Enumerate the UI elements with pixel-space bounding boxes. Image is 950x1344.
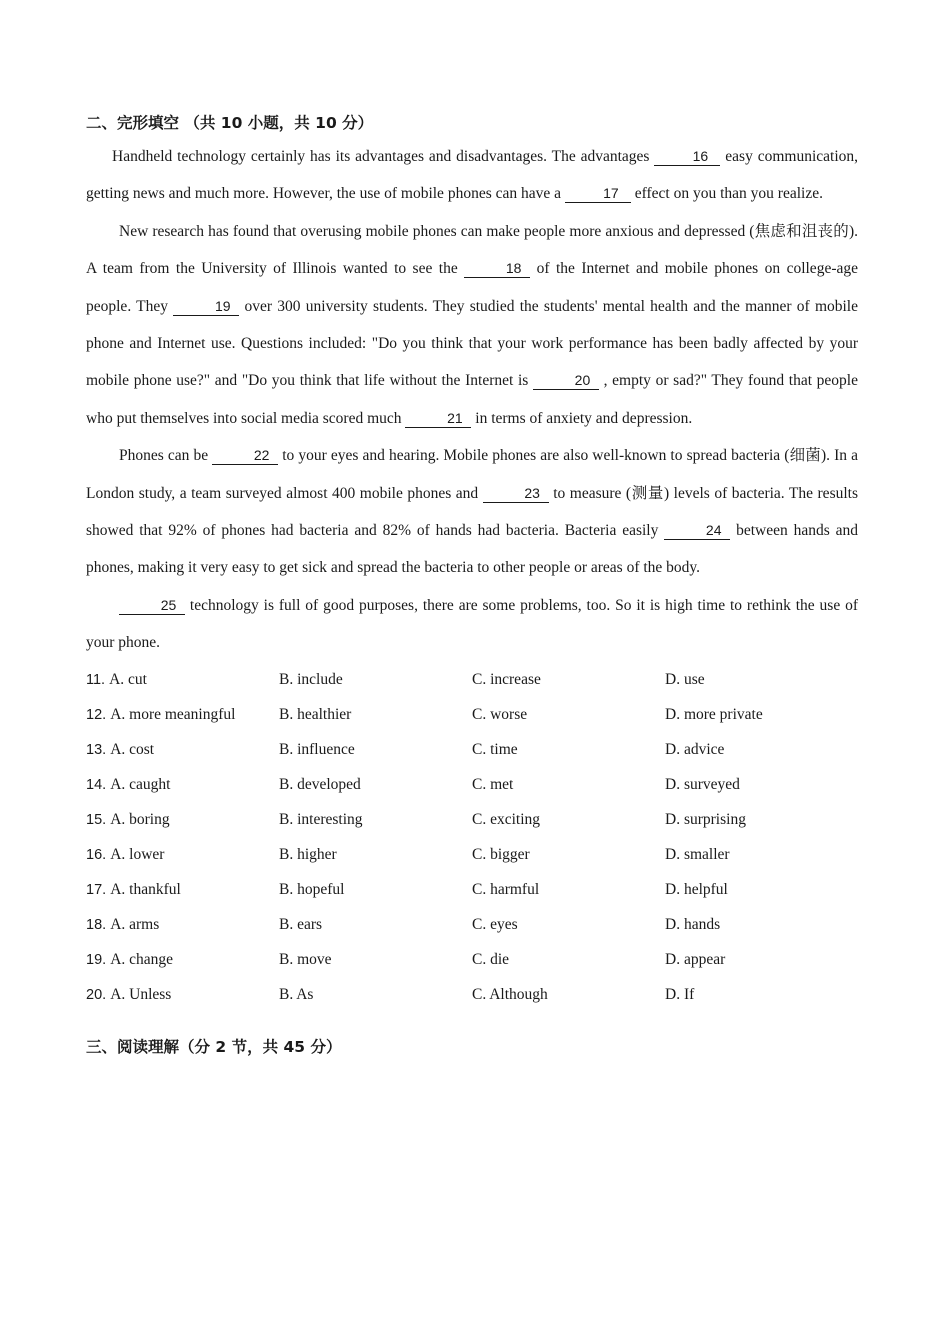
exam-page bbox=[86, 108, 858, 1062]
paragraph-text: , empty or sad?" They found that people who put themselves into social media scored much bbox=[86, 372, 858, 427]
paragraph-text: New research has found that overusing mobile phones can make people more anxious and depressed (焦虑和沮丧的). A team from the University of Illinois wanted to see the bbox=[86, 222, 858, 278]
option-b[interactable]: B. healthier bbox=[279, 705, 352, 723]
option-text: A. boring bbox=[110, 810, 170, 828]
option-b[interactable]: B. hopeful bbox=[279, 880, 345, 898]
paragraph-text: to measure (测量) levels of bacteria. The results showed that 92% of phones had bacteria and 82% of hands had bacteria. Bacteria easily bbox=[86, 484, 858, 540]
section-heading-cloze: 二、完形填空 （共 10 小题，共 10 分） bbox=[86, 114, 374, 132]
option-d[interactable]: D. advice bbox=[665, 740, 725, 758]
option-text: A. thankful bbox=[110, 880, 181, 898]
blank-18: 18 bbox=[464, 260, 530, 278]
blank-17: 17 bbox=[565, 185, 631, 203]
question-number: 20. bbox=[86, 986, 111, 1003]
cloze-paragraph-1 bbox=[86, 138, 858, 213]
paragraph-text: technology is full of good purposes, there are some problems, too. So it is high time to rethink the use of your phone. bbox=[86, 596, 858, 652]
option-row bbox=[86, 907, 858, 942]
blank-25: 25 bbox=[119, 597, 185, 615]
blank-24: 24 bbox=[664, 522, 730, 540]
option-row bbox=[86, 662, 858, 697]
option-row bbox=[86, 872, 858, 907]
option-d[interactable]: D. use bbox=[665, 670, 705, 688]
option-d[interactable]: D. smaller bbox=[665, 845, 730, 863]
question-number: 11. bbox=[86, 671, 110, 688]
option-d[interactable]: D. helpful bbox=[665, 880, 728, 898]
question-number: 13. bbox=[86, 741, 111, 758]
option-text: A. lower bbox=[110, 845, 165, 863]
option-d[interactable]: D. appear bbox=[665, 950, 726, 968]
blank-23: 23 bbox=[483, 485, 549, 503]
question-number: 16. bbox=[86, 846, 111, 863]
paragraph-text: of the Internet and mobile phones on college-age people. They bbox=[86, 260, 858, 315]
option-b[interactable]: B. influence bbox=[279, 740, 355, 758]
option-b[interactable]: B. move bbox=[279, 950, 332, 968]
option-a[interactable] bbox=[86, 872, 279, 907]
option-row bbox=[86, 732, 858, 767]
option-a[interactable] bbox=[86, 732, 279, 767]
option-c[interactable]: C. worse bbox=[472, 705, 528, 723]
option-row bbox=[86, 977, 858, 1012]
cloze-paragraph-4 bbox=[86, 587, 858, 662]
option-a[interactable] bbox=[86, 942, 279, 977]
blank-20: 20 bbox=[533, 372, 599, 390]
paragraph-text: Phones can be bbox=[119, 447, 213, 465]
paragraph-text: over 300 university students. They studied the students' mental health and the manner of mobile phone and Internet use. Questions included: "Do you think that your work performance has been badly affected by your mobile phone use?" and "Do you think that life without the Internet is bbox=[86, 297, 858, 390]
question-number: 17. bbox=[86, 881, 111, 898]
option-c[interactable]: C. die bbox=[472, 950, 510, 968]
option-b[interactable]: B. interesting bbox=[279, 810, 363, 828]
option-a[interactable] bbox=[86, 837, 279, 872]
option-c[interactable]: C. harmful bbox=[472, 880, 540, 898]
option-row bbox=[86, 942, 858, 977]
option-a[interactable] bbox=[86, 977, 279, 1012]
option-text: A. Unless bbox=[110, 985, 172, 1003]
option-text: A. cost bbox=[110, 740, 155, 758]
option-c[interactable]: C. increase bbox=[472, 670, 541, 688]
option-b[interactable]: B. include bbox=[279, 670, 343, 688]
option-row bbox=[86, 767, 858, 802]
paragraph-text: effect on you than you realize. bbox=[630, 185, 823, 203]
question-number: 19. bbox=[86, 951, 111, 968]
cloze-paragraph-2 bbox=[86, 213, 858, 437]
section-spacer bbox=[86, 1012, 858, 1032]
option-text: A. change bbox=[110, 950, 174, 968]
option-a[interactable] bbox=[86, 802, 279, 837]
option-c[interactable]: C. met bbox=[472, 775, 514, 793]
blank-19: 19 bbox=[173, 298, 239, 316]
section-heading-reading: 三、阅读理解（分 2 节，共 45 分） bbox=[86, 1037, 342, 1056]
option-c[interactable]: C. Although bbox=[472, 985, 548, 1003]
option-d[interactable]: D. If bbox=[665, 985, 695, 1003]
option-d[interactable]: D. more private bbox=[665, 705, 763, 723]
option-text: A. more meaningful bbox=[110, 705, 236, 723]
paragraph-text: in terms of anxiety and depression. bbox=[471, 409, 693, 427]
option-b[interactable]: B. ears bbox=[279, 915, 323, 933]
question-number: 15. bbox=[86, 811, 111, 828]
option-a[interactable] bbox=[86, 662, 279, 697]
question-number: 14. bbox=[86, 776, 111, 793]
option-c[interactable]: C. time bbox=[472, 740, 518, 758]
option-a[interactable] bbox=[86, 907, 279, 942]
blank-16: 16 bbox=[654, 148, 720, 166]
paragraph-text: between hands and phones, making it very easy to get sick and spread the bacteria to other people or areas of the body. bbox=[86, 522, 859, 577]
question-number: 18. bbox=[86, 916, 111, 933]
option-d[interactable]: D. hands bbox=[665, 915, 721, 933]
option-b[interactable]: B. As bbox=[279, 985, 314, 1003]
option-c[interactable]: C. eyes bbox=[472, 915, 518, 933]
option-row bbox=[86, 802, 858, 837]
option-row bbox=[86, 697, 858, 732]
blank-21: 21 bbox=[405, 410, 471, 428]
blank-22: 22 bbox=[212, 447, 278, 465]
option-d[interactable]: D. surveyed bbox=[665, 775, 740, 793]
option-a[interactable] bbox=[86, 697, 279, 732]
option-d[interactable]: D. surprising bbox=[665, 810, 746, 828]
option-a[interactable] bbox=[86, 767, 279, 802]
cloze-paragraph-3 bbox=[86, 437, 858, 587]
option-c[interactable]: C. bigger bbox=[472, 845, 530, 863]
option-text: A. cut bbox=[109, 670, 147, 688]
option-b[interactable]: B. developed bbox=[279, 775, 361, 793]
paragraph-text: to your eyes and hearing. Mobile phones are also well-known to spread bacteria (细菌). In a London study, a team surveyed almost 400 mobile phones and bbox=[86, 447, 858, 502]
option-row bbox=[86, 837, 858, 872]
option-c[interactable]: C. exciting bbox=[472, 810, 541, 828]
option-text: A. arms bbox=[110, 915, 160, 933]
option-text: A. caught bbox=[110, 775, 171, 793]
option-b[interactable]: B. higher bbox=[279, 845, 337, 863]
options-list bbox=[86, 662, 858, 1012]
paragraph-text: easy communication, getting news and much more. However, the use of mobile phones can have a bbox=[86, 148, 859, 203]
question-number: 12. bbox=[86, 706, 111, 723]
paragraph-text: Handheld technology certainly has its advantages and disadvantages. The advantages bbox=[112, 148, 655, 165]
